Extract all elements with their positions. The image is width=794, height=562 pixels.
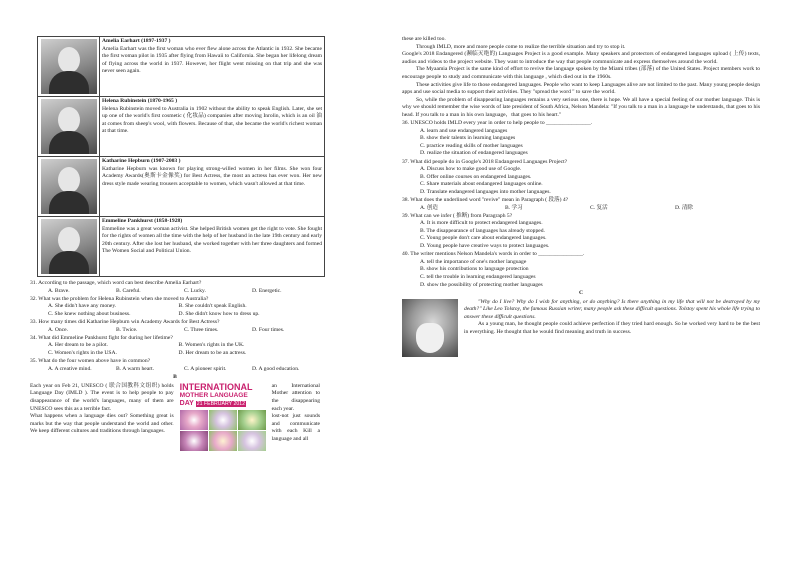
question-stem: 35. What do the four women above have in common? — [30, 357, 151, 364]
option[interactable]: D. Energetic. — [252, 287, 282, 294]
paragraph: lost-not just sounds and communicate with each Kill a language and all — [271, 413, 320, 442]
paragraph: As a young man, he thought people could achieve perfection if they tried hard enough. So he worked very hard to be the best in everything. He thought that he would find meaning and truth in success. — [464, 321, 760, 336]
option[interactable]: A. learn and use endangered languages — [420, 127, 508, 134]
option[interactable]: A. tell the importance of one's mother language — [420, 258, 527, 265]
option[interactable]: B. She couldn't speak English. — [178, 303, 247, 310]
question-32 — [30, 296, 320, 319]
bio-text: Katharine Hepburn was known for playing strong-willed women in her films. She won four Academy Awards(奥斯卡金像奖) for Best Actress, the most an actress has ever won. Her new dress style made wearing trousers acceptable to women, which wasn't allowed at that time. — [102, 165, 322, 187]
option[interactable]: D. Translate endangered languages into mother languages. — [420, 188, 551, 195]
option[interactable]: A. A creative mind. — [48, 365, 92, 372]
option[interactable]: C. Lucky. — [184, 287, 206, 294]
portrait-photo — [41, 219, 97, 274]
paragraph: an International Mother attention to the disappearing each year. — [271, 382, 320, 412]
question-36 — [402, 120, 760, 158]
paragraph: Each year on Feb 21, UNESCO ( 联合国教科文组织) holds Language Day (IMLD ). The event is to help people to pay disappearance of the world's languages, many of them are UNESCO sees this as a terrible fact. — [30, 382, 174, 412]
question-38 — [402, 197, 760, 212]
option[interactable]: A. Her dream to be a pilot. — [48, 342, 108, 349]
section-heading-c: C — [578, 290, 584, 297]
left-column — [30, 36, 320, 451]
option[interactable]: A. Discuss how to make good use of Google. — [420, 166, 522, 173]
bio-name: Katharine Hepburn (1907-2003 ) — [102, 158, 181, 164]
poster-date: 21 FEBRUARY 2012 — [196, 400, 245, 407]
paragraph: Through IMLD, more and more people come to realize the terrible situation and try to stop it. — [416, 43, 626, 50]
option[interactable]: A. She didn't have any money. — [48, 303, 117, 310]
option[interactable]: D. realize the situation of endangered languages — [420, 150, 528, 157]
bio-row — [38, 97, 325, 157]
option[interactable]: A. It is more difficult to protect endangered languages. — [420, 220, 543, 227]
option[interactable]: B. show his contributions to language protection — [420, 266, 529, 273]
passage-c — [402, 299, 760, 369]
section-heading-b: B — [173, 374, 177, 381]
flower-tile — [209, 431, 237, 451]
flower-tile — [238, 431, 266, 451]
paragraph: The Myaamia Project is the same kind of effort to revive the language spoken by the Miami tribes (部落) of the United States. Project members work to encourage people to study and communicate with this language , which died out in the 1960s. — [402, 66, 760, 80]
option[interactable]: C. She knew nothing about business. — [48, 310, 131, 317]
question-stem: 40. The writer mentions Nelson Mandela's words in order to ________________. — [402, 251, 585, 258]
right-column — [402, 36, 760, 369]
option[interactable]: C. tell the trouble in learning endangered languages — [420, 273, 536, 280]
question-stem: 33. How many times did Katharine Hepburn win Academy Awards for Best Actress? — [30, 318, 220, 325]
flower-tile — [209, 410, 237, 430]
question-35 — [30, 358, 320, 373]
biography-table — [37, 36, 325, 277]
question-37 — [402, 159, 760, 197]
option[interactable]: D. Young people have creative ways to protect languages. — [420, 243, 550, 250]
poster-flower-grid — [180, 410, 266, 451]
bio-name: Emmeline Pankhurst (1858-1928) — [102, 218, 183, 224]
option[interactable]: D. Her dream to be an actress. — [178, 349, 247, 356]
flower-tile — [180, 410, 208, 430]
poster-line: MOTHER LANGUAGE — [179, 391, 248, 399]
question-40 — [402, 251, 760, 289]
question-31 — [30, 280, 320, 295]
paragraph: What happens when a language dies out? Something great is marks but the way that people understand the world and other. We keep different cultures and traditions through languages. — [30, 413, 174, 435]
question-33 — [30, 319, 320, 334]
question-stem: 37. What did people do in Google's 2018 Endangered Languages Project? — [402, 158, 568, 165]
paragraph: So, while the problem of disappearing languages remains a very serious one, there is hope. We all have a special feeling of our mother language. This is why we should remember the wise words of late president of South Africa, Nelson Mandela: "If you talk to a man in a language he understands, that goes to his head. If you talk to a man in his own language，that goes to his heart." — [402, 96, 760, 118]
bio-row — [38, 157, 325, 217]
imld-poster-image — [180, 383, 266, 451]
option[interactable]: C. Share materials about endangered languages online. — [420, 181, 543, 188]
option[interactable]: B. Careful. — [116, 287, 141, 294]
option[interactable]: C. Women's rights in the USA. — [48, 349, 117, 356]
question-stem: 38. What does the underlined word "revive" mean in Paragraph ( 段落) 4? — [402, 196, 569, 203]
question-stem: 31. According to the passage, which word can best describe Amelia Earhart? — [30, 280, 202, 286]
option[interactable]: A. 创造 — [420, 204, 439, 211]
question-stem: 39. What can we infer ( 推断) from Paragraph 5? — [402, 212, 513, 219]
bio-row — [38, 37, 325, 97]
option[interactable]: C. 复活 — [590, 204, 608, 211]
tolstoy-portrait — [402, 299, 458, 357]
option[interactable]: C. practice reading skills of mother languages — [420, 142, 523, 149]
portrait-photo — [41, 159, 97, 214]
option[interactable]: C. Young people don't care about endangered languages. — [420, 235, 547, 242]
passage-b-intro — [30, 383, 320, 451]
question-39 — [402, 213, 760, 251]
flower-tile — [180, 431, 208, 451]
paragraph: "Why do I live? Why do I wish for anything, or do anything? Is there anything in my life that will not be destroyed by my death?" Like Leo Tolstoy, the famous Russian writer, many people ask these difficult questions. Tolstoy spent his whole life trying to answer these difficult questions. — [464, 298, 760, 320]
option[interactable]: D. show the possibility of protecting mother languages — [420, 281, 543, 288]
option[interactable]: D. 清除 — [675, 204, 694, 211]
question-34 — [30, 335, 320, 358]
option[interactable]: B. A warm heart. — [116, 365, 155, 372]
paragraph: These activities give life to those endangered languages. People who want to keep Languages alive are not limited to the past. Many young people design apps and use social media to support their activities. They "spread the word " to save the world. — [402, 81, 760, 96]
option[interactable]: A. Brave. — [48, 287, 70, 294]
option[interactable]: B. 学习 — [505, 204, 523, 211]
option[interactable]: C. A pioneer spirit. — [184, 365, 227, 372]
portrait-photo — [41, 99, 97, 154]
option[interactable]: C. Three times. — [184, 326, 219, 333]
option[interactable]: D. A good education. — [252, 365, 300, 372]
paragraph: Google's 2018 Endangered (濒临灭绝的) Languages Project is a good example. Many speakers and protectors of endangered languages upload ( 上传) texts, audios and videos to the project website. They want to introduce the way that people communicate and express themselves around the world. — [402, 51, 760, 65]
option[interactable]: A. Once. — [48, 326, 69, 333]
option[interactable]: B. Twice. — [116, 326, 138, 333]
bio-name: Helena Rubinstein (1870-1965 ) — [102, 98, 178, 104]
option[interactable]: B. Women's rights in the UK. — [178, 342, 245, 349]
flower-tile — [238, 410, 266, 430]
bio-text: Emmeline was a great woman activist. She helped British women get the right to vote. She fought for the rights of women all the time with the help of her husband in the late 19th century and early 20th century. After she lost her husband, she worked together with her three daughters and formed The Women Social and Political Union. — [102, 225, 322, 255]
paragraph: these are killed too. — [402, 36, 446, 42]
portrait-photo — [41, 39, 97, 94]
bio-row — [38, 217, 325, 277]
bio-text: Helena Rubinstein moved to Australia in 1902 without the ability to speak English. Later, she set up one of the world's first cosmetic ( 化妆品) companies after moving Inrolin, which is an oil 油 at comes from sheep's wool, with flowers. Because of that, she became the world's richest woman at that time. — [102, 105, 322, 135]
option[interactable]: B. The disappearance of languages has already stopped. — [420, 227, 545, 234]
option[interactable]: B. Offer online courses on endangered languages. — [420, 173, 532, 180]
bio-name: Amelia Earhart (1897-1937 ) — [102, 38, 171, 44]
question-stem: 34. What did Emmeline Pankhurst fight for during her lifetime? — [30, 334, 173, 341]
option[interactable]: D. Four times. — [252, 326, 285, 333]
poster-line: DAY — [179, 399, 194, 407]
option[interactable]: D. She didn't know how to dress up. — [178, 310, 260, 317]
poster-line: INTERNATIONAL — [179, 381, 253, 392]
question-stem: 32. What was the problem for Helena Rubinstein when she moved to Australia? — [30, 295, 209, 302]
question-stem: 36. UNESCO holds IMLD every year in order to help people to ________________. — [402, 120, 593, 127]
bio-text: Amelia Earhart was the first woman who ever flew alone across the Atlantic in 1932. She became the first woman pilot in 1935 after flying from Hawaii to California. She began her lifelong dream of flying across the world in 1937. However, her flight went missing on that trip and she was never seen again. — [102, 45, 322, 75]
option[interactable]: B. show their talents in learning languages — [420, 135, 516, 142]
